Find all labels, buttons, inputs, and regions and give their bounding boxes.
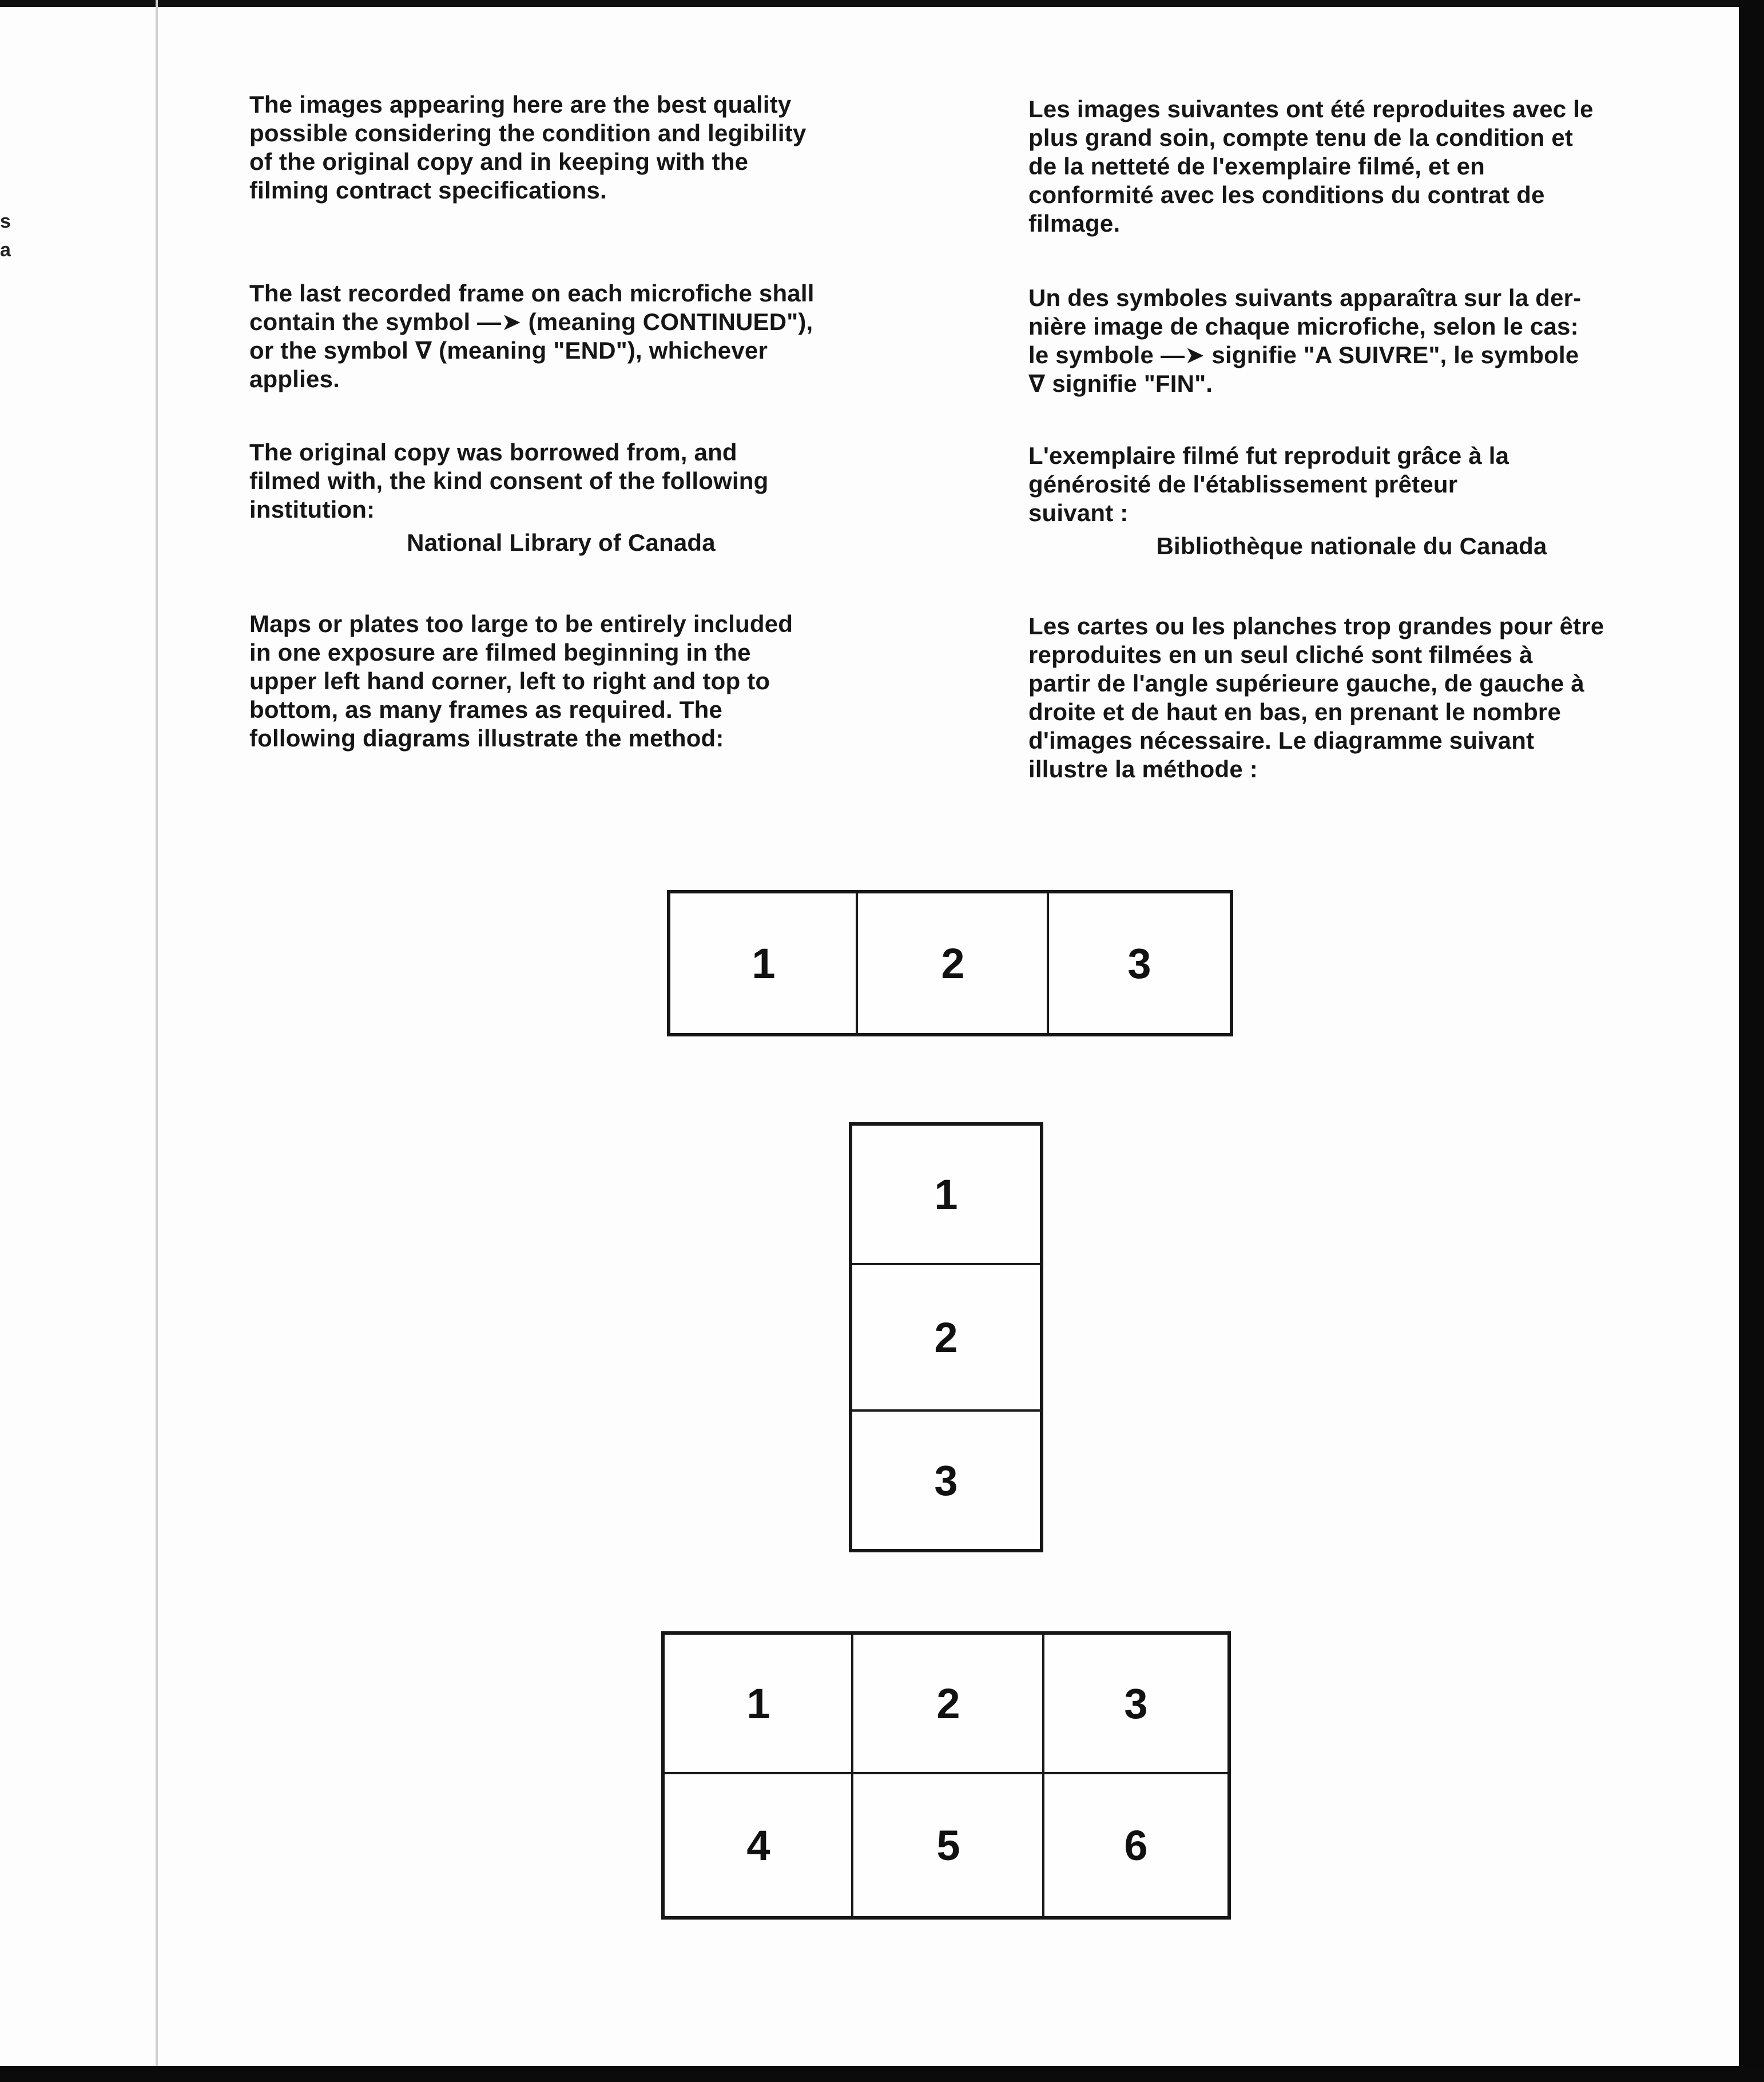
frame-cell: 1: [746, 1679, 770, 1727]
english-symbol-paragraph: [249, 279, 873, 394]
french-maps-paragraph: [1028, 612, 1675, 784]
english-quality-paragraph: [249, 90, 873, 205]
french-p2: Un des symboles suivants apparaîtra sur la der- nière image de chaque microfiche, selon le cas: le symbole —➤ signifie "A SUIVRE", le symbole ∇ signifie "FIN".: [1028, 284, 1582, 397]
english-p4: Maps or plates too large to be entirely included in one exposure are filmed beginning in the upper left hand corner, left to right and top to bottom, as many frames as required. The following diagrams illustrate the method:: [249, 610, 793, 752]
frame-cell: 3: [1127, 939, 1151, 987]
frame-cell: 1: [934, 1170, 958, 1218]
english-p2: The last recorded frame on each microfiche shall contain the symbol —➤ (meaning CONTINUED"), or the symbol ∇ (meaning "END"), whichever applies.: [249, 280, 815, 392]
french-institution-paragraph: [1028, 442, 1675, 561]
frame-cell: 4: [746, 1821, 770, 1869]
frame-cell: 1: [752, 939, 776, 987]
frame-cell: 6: [1124, 1821, 1148, 1869]
french-quality-paragraph: [1028, 95, 1675, 238]
english-p1: The images appearing here are the best quality possible considering the condition and legibility of the original copy and in keeping with the filming contract specifications.: [249, 91, 806, 204]
french-p1: Les images suivantes ont été reproduites avec le plus grand soin, compte tenu de la condition et de la netteté de l'exemplaire filmé, et en conformité avec les conditions du contrat de filmage.: [1028, 96, 1594, 237]
frame-cell: 3: [934, 1456, 958, 1504]
english-maps-paragraph: [249, 610, 873, 753]
french-p3: L'exemplaire filmé fut reproduit grâce à la générosité de l'établissement prêteur suivant :: [1028, 442, 1509, 526]
diagram-vertical: [849, 1122, 1043, 1552]
film-border-bottom: [0, 2066, 1764, 2082]
margin-fragment: s: [0, 210, 11, 232]
film-border-top: [0, 0, 1764, 7]
french-p4: Les cartes ou les planches trop grandes pour être reproduites en un seul cliché sont filmées à partir de l'angle supérieure gauche, de gauche à droite et de haut en bas, en prenant le nombre d'images nécessaire. Le diagramme suivant illustre la méthode :: [1028, 613, 1604, 782]
english-p3: The original copy was borrowed from, and filmed with, the kind consent of the following institution:: [249, 439, 769, 523]
film-border-right: [1739, 0, 1764, 2082]
french-institution-name: Bibliothèque nationale du Canada: [1156, 533, 1547, 559]
english-institution-paragraph: [249, 438, 873, 557]
frame-cell: 5: [936, 1821, 960, 1869]
english-institution-name: National Library of Canada: [407, 529, 716, 556]
page-edge-line: [156, 0, 158, 2066]
frame-cell: 2: [936, 1679, 960, 1727]
french-symbol-paragraph: [1028, 284, 1675, 398]
diagram-grid: [661, 1631, 1231, 1920]
diagram-horizontal: [667, 890, 1233, 1036]
frame-cell: 3: [1124, 1679, 1148, 1727]
frame-cell: 2: [941, 939, 965, 987]
margin-fragment: a: [0, 239, 11, 261]
frame-cell: 2: [934, 1313, 958, 1361]
